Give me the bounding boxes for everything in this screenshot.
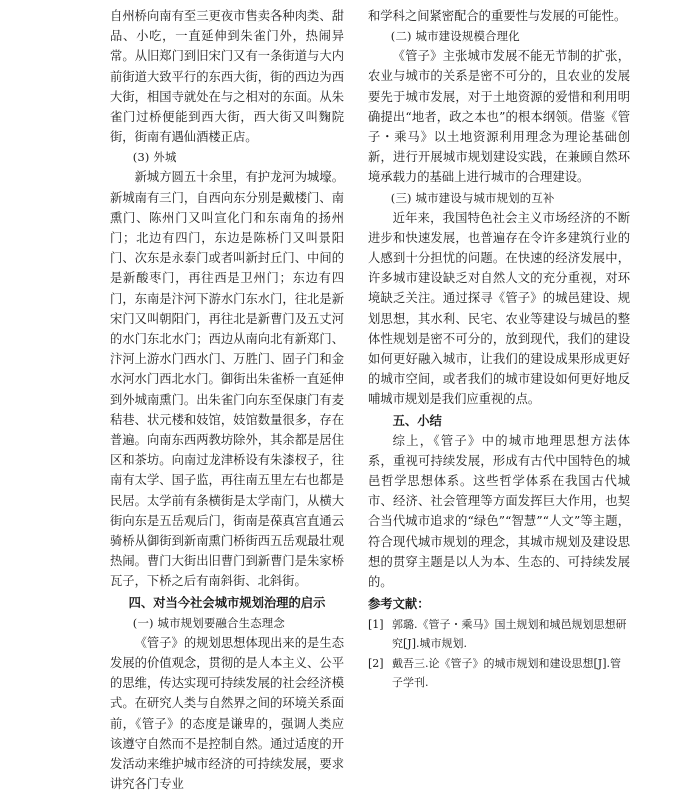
paragraph: 综上，《管子》中的城市地理思想方法体系，重视可持续发展，形成有古代中国特色的城邑哲学思想体系。这些哲学体系在我国古代城市、经济、社会管理等方面发挥巨大作用，也契合当代城市追求的“绿色”“智慧”“人文”等主题，符合现代城市规划的理念，其城市规划及建设思想的贯穿主题是以人为本、生态的、可持续发展的。 bbox=[368, 433, 630, 590]
subsection-heading: (一) 城市规划要融合生态理念 bbox=[132, 615, 285, 630]
paragraph: 《管子》主张城市发展不能无节制的扩张，农业与城市的关系是密不可分的，且农业的发展要先于城市发展，对于土地资源的爱惜和利用明确提出“地者，政之本也”的根本纲领。借鉴《管子・乘马》以土地资源利用理念为理论基础创新，进行开展城市规划建设实践，在兼顾自然环境承载力的基础上进行城市的合理建设。 bbox=[368, 49, 630, 185]
paragraph: 和学科之间紧密配合的重要性与发展的可能性。 bbox=[368, 9, 627, 23]
references-title: 参考文献： bbox=[368, 597, 430, 612]
paragraph: 《管子》的规划思想体现出来的是生态发展的价值观念，贯彻的是人本主义、公平的思维，传达实现可持续发展的社会经济模式。在研究人类与自然界之间的环境关系面前，《管子》的态度是谦卑的，强调人类应该遵守自然而不是控制自然。通过适度的开发活动来维护城市经济的可持续发展，要求讲究各门专业 bbox=[110, 635, 344, 792]
reference-item bbox=[368, 654, 630, 692]
subsection-heading: (三) 城市建设与城市规划的互补 bbox=[390, 190, 555, 205]
left-column bbox=[110, 6, 344, 794]
reference-text: 郭璐.《管子・乘马》国土规划和城邑规划思想研究[J].城市规划. bbox=[392, 618, 627, 651]
subsection-heading: (二) 城市建设规模合理化 bbox=[390, 29, 520, 44]
section-heading: 四、对当今社会城市规划治理的启示 bbox=[128, 595, 326, 610]
right-column bbox=[368, 6, 630, 692]
reference-number: [2] bbox=[368, 657, 384, 671]
reference-item bbox=[368, 615, 630, 653]
subsection-heading: (3) 外城 bbox=[132, 150, 177, 165]
paragraph: 新城方圆五十余里，有护龙河为城壕。新城南有三门，自西向东分别是戴楼门、南熏门、陈州门又叫宣化门和东南角的扬州门；北边有四门，东边是陈桥门又叫景阳门、次东是永泰门或者叫新封丘门、中间的是新酸枣门，再往西是卫州门；东边有四门，东南是汴河下游水门东水门，往北是新宋门又叫朝阳门，再往北是新曹门及五丈河的水门东北水门；西边从南向北有新郑门、汴河上游水门西水门、万胜门、固子门和金水河水门西北水门。御街出朱雀桥一直延伸到外城南熏门。出朱雀门向东至保康门有麦秸巷、状元楼和妓馆，妓馆数量很多，存在普遍。向南东西两教坊除外，其余都是居住区和茶坊。向南过龙津桥设有朱漆杈子，往南有太学、国子监，再往南五里左右也都是民居。太学前有条横街是太学南门，从横大街向东是五岳观后门，街南是葆真宫直通云骑桥从御街到新南熏门桥街西五岳观最壮观热闹。曹门大街出旧曹门到新曹门是朱家桥瓦子，下桥之后有南斜街、北斜街。 bbox=[110, 170, 344, 589]
reference-text: 戴吾三.论《管子》的城市规划和建设思想[J].管子学刊. bbox=[392, 657, 621, 690]
section-heading: 五、小结 bbox=[392, 413, 442, 428]
reference-number: [1] bbox=[368, 618, 384, 632]
paragraph: 近年来，我国特色社会主义市场经济的不断进步和快速发展，也普遍存在令许多建筑行业的人感到十分担忧的问题。在快速的经济发展中，许多城市建设缺乏对自然人文的充分重视，对环境缺乏关注。通过探寻《管子》的城邑建设、规划思想，其水利、民宅、农业等建设与城邑的整体性规划是密不可分的，放到现代，我们的建设如何更好融入城市，让我们的建设成果形成更好的城市空间，或者我们的城市建设如何更好地反哺城市规划是我们应重视的点。 bbox=[368, 210, 630, 407]
paragraph: 自州桥向南有至三更夜市售卖各种肉类、甜品、小吃，一直延伸到朱雀门外，热闹异常。从旧郑门到旧宋门又有一条街道与大内前街道大致平行的东西大街，街的西边为西大街，相国寺就处在与之相对的东面。从朱雀门过桥便能到西大街，西大街又叫麴院街，街南有遇仙酒楼正店。 bbox=[110, 9, 344, 145]
